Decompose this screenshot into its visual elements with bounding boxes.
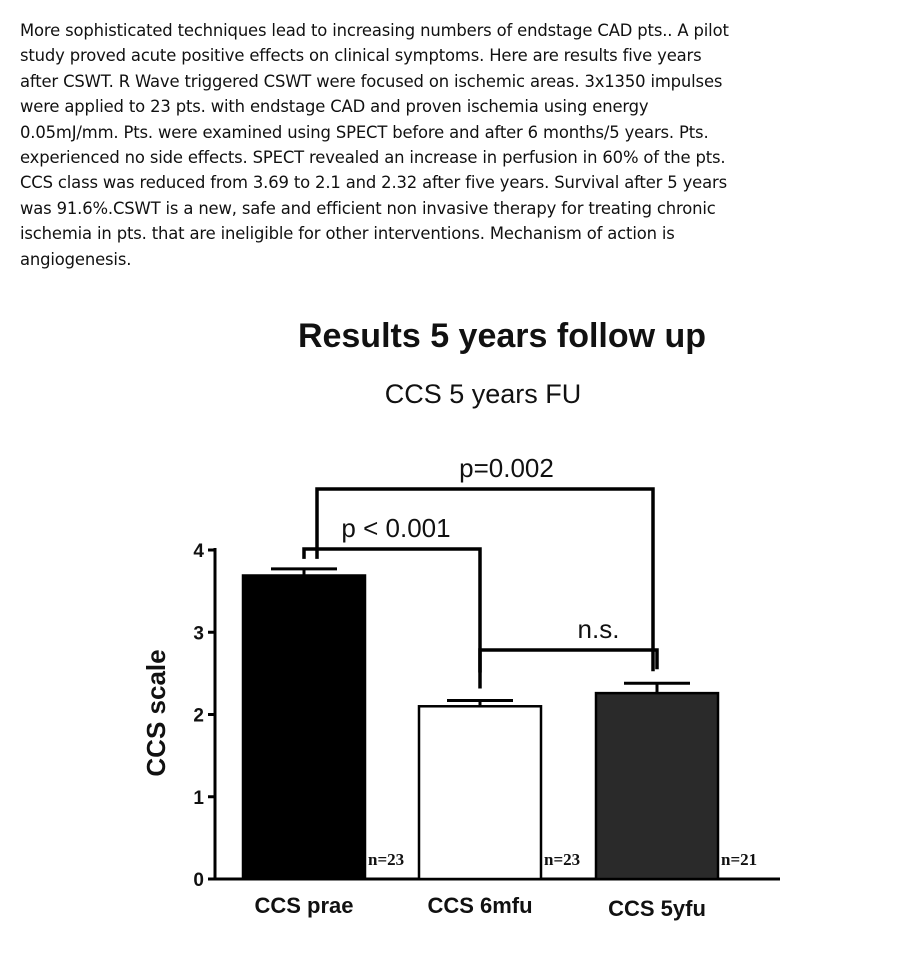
abstract-line: after CSWT. R Wave triggered CSWT were focused on ischemic areas. 3x1350 impulses [20,71,723,91]
y-tick-label: 1 [193,787,204,809]
p-value-label: p < 0.001 [341,513,451,543]
y-axis-label: CCS scale [141,649,171,777]
sample-size-label: n=21 [721,850,758,869]
abstract-line: was 91.6%.CSWT is a new, safe and efficient non invasive therapy for treating chronic [20,198,716,218]
abstract-line: CCS class was reduced from 3.69 to 2.1 and 2.32 after five years. Survival after 5 years [20,173,727,193]
x-category-label: CCS prae [254,893,354,918]
p-value-label: p=0.002 [459,453,554,483]
y-tick-label: 3 [193,623,204,645]
chart-title: Results 5 years follow up [297,317,707,355]
p-value-label: n.s. [577,614,620,644]
abstract-line: ischemia in pts. that are ineligible for other interventions. Mechanism of action is [20,224,675,244]
abstract-line: 0.05mJ/mm. Pts. were examined using SPECT before and after 6 months/5 years. Pts. [20,122,709,142]
bar [243,575,365,879]
bar [596,693,718,879]
sample-size-label: n=23 [368,850,405,869]
y-tick-label: 4 [193,541,204,562]
y-tick-label: 0 [193,870,204,891]
significance-bracket [480,650,657,673]
sample-size-label: n=23 [544,850,581,869]
chart-subtitle: CCS 5 years FU [384,379,582,409]
abstract-line: were applied to 23 pts. with endstage CAD and proven ischemia using energy [20,97,649,117]
plot-area [193,453,780,921]
abstract-line: study proved acute positive effects on clinical symptoms. Here are results five years [20,46,702,66]
abstract-line: More sophisticated techniques lead to increasing numbers of endstage CAD pts.. A pilot [20,21,729,40]
x-category-label: CCS 6mfu [427,893,533,918]
x-category-label: CCS 5yfu [608,896,706,921]
bar [419,706,541,879]
abstract-line: experienced no side effects. SPECT revealed an increase in perfusion in 60% of the pts. [20,148,726,168]
abstract-line: angiogenesis. [20,249,132,269]
y-tick-label: 2 [193,705,204,727]
